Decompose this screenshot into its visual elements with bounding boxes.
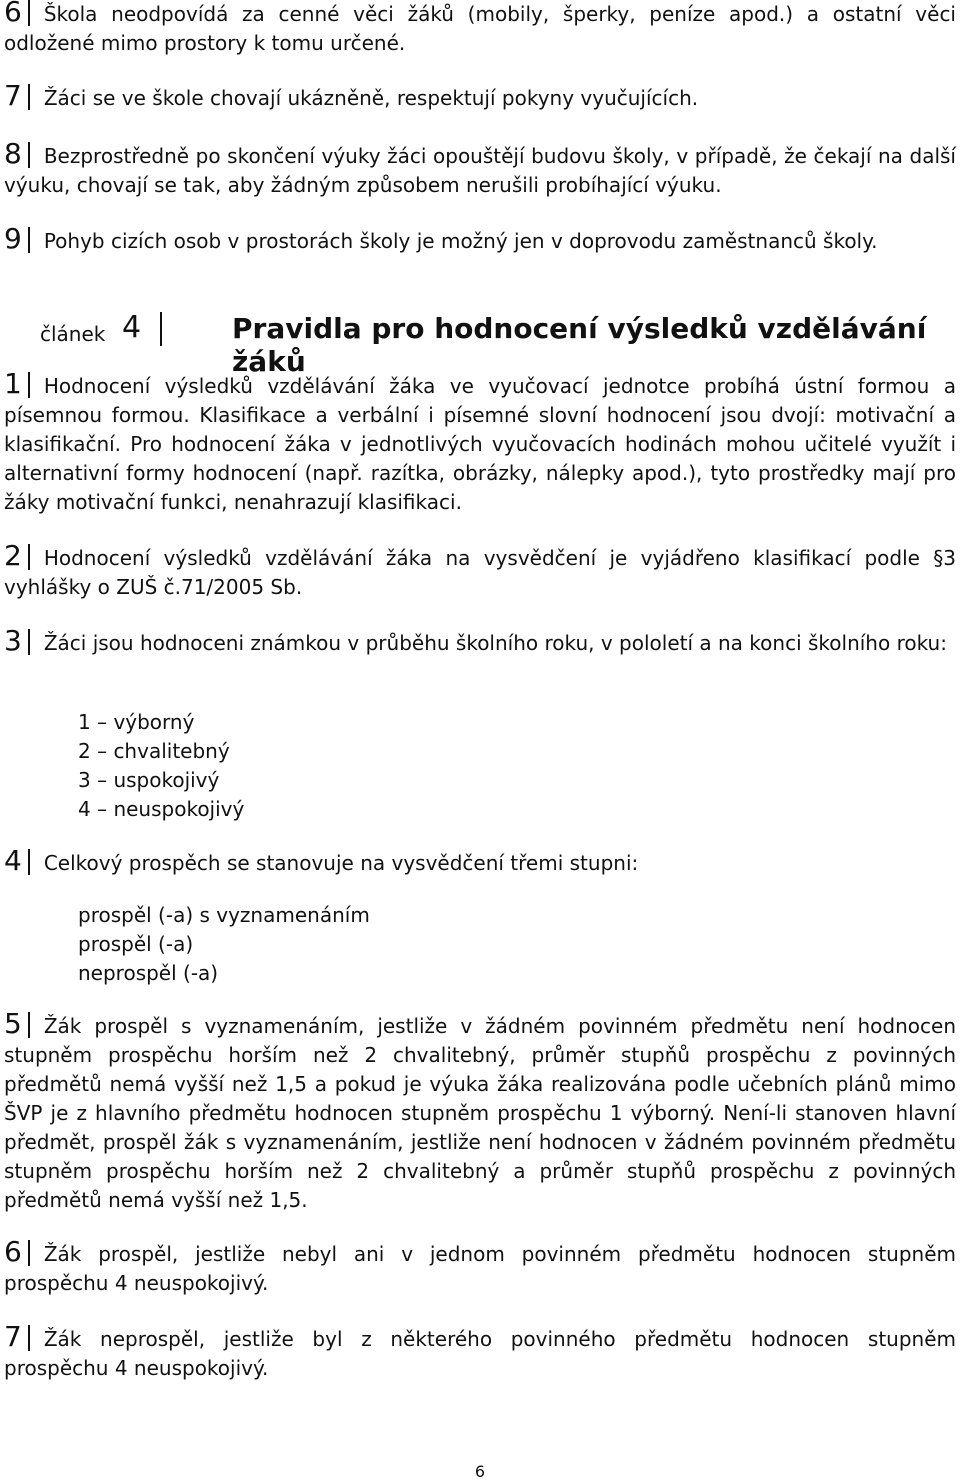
- paragraph-number: 2: [4, 539, 22, 572]
- list-item: 1 – výborný: [78, 710, 195, 734]
- list-item: prospěl (-a): [78, 932, 194, 956]
- paragraph-text: Hodnocení výsledků vzdělávání žáka ve vyučovací jednotce probíhá ústní formou a písemnou formou. Klasifikace a verbální i písemné slovní hodnocení jsou dvojí: motivační a klasifikační. Pro hodnocení žáka v jednotlivých vyučovacích hodinách mohou učitelé využít i alternativní formy hodnocení (např. razítka, obrázky, nálepky apod.), tyto prostředky mají pro žáky motivační funkci, nenahrazují klasifikaci.: [4, 374, 956, 514]
- paragraph-4: [4, 844, 956, 878]
- list-item: 2 – chvalitebný: [78, 739, 230, 763]
- paragraph-text: Pohyb cizích osob v prostorách školy je možný jen v doprovodu zaměstnanců školy.: [43, 229, 878, 253]
- number-separator: [28, 0, 30, 26]
- paragraph-9-top: [4, 222, 956, 256]
- paragraph-number: 6: [4, 1235, 22, 1268]
- paragraph-5: [4, 1007, 956, 1215]
- overall-results-list: [78, 901, 370, 988]
- page-number: 6: [474, 1462, 486, 1481]
- paragraph-number: 9: [4, 222, 22, 255]
- article-label: článek: [40, 322, 106, 346]
- paragraph-text: Bezprostředně po skončení výuky žáci opouštějí budovu školy, v případě, že čekají na další výuku, chovají se tak, aby žádným způsobem nerušili probíhající výuku.: [4, 144, 956, 197]
- number-separator: [28, 849, 30, 875]
- paragraph-number: 7: [4, 1320, 22, 1353]
- paragraph-text: Žák prospěl s vyznamenáním, jestliže v žádném povinném předmětu není hodnocen stupněm prospěchu horším než 2 chvalitebný, průměr stupňů prospěchu z povinných předmětů nemá vyšší než 1,5 a pokud je výuka žáka realizována podle učebních plánů mimo ŠVP je z hlavního předmětu hodnocen stupněm prospěchu 1 výborný. Není-li stanoven hlavní předmět, prospěl žák s vyznamenáním, jestliže není hodnocen v žádném povinném předmětu stupněm prospěchu horším než 2 chvalitebný a průměr stupňů prospěchu z povinných předmětů nemá vyšší než 1,5.: [4, 1014, 956, 1212]
- grades-list: [78, 708, 244, 824]
- paragraph-text: Žák prospěl, jestliže nebyl ani v jednom povinném předmětu hodnocen stupněm prospěchu 4 neuspokojivý.: [4, 1242, 956, 1295]
- number-separator: [28, 1325, 30, 1351]
- article-number: 4: [122, 310, 142, 345]
- list-item: 3 – uspokojivý: [78, 768, 220, 792]
- list-item: prospěl (-a) s vyznamenáním: [78, 903, 370, 927]
- paragraph-text: Žáci se ve škole chovají ukázněně, respektují pokyny vyučujících.: [43, 86, 699, 110]
- paragraph-text: Škola neodpovídá za cenné věci žáků (mobily, šperky, peníze apod.) a ostatní věci odložené mimo prostory k tomu určené.: [4, 2, 956, 55]
- number-separator: [28, 1012, 30, 1038]
- paragraph-text: Žáci jsou hodnoceni známkou v průběhu školního roku, v pololetí a na konci školního roku:: [43, 631, 947, 655]
- article-title: Pravidla pro hodnocení výsledků vzdělávání žáků: [232, 312, 927, 378]
- list-item: neprospěl (-a): [78, 961, 219, 985]
- article-heading: [40, 308, 940, 378]
- paragraph-number: 3: [4, 624, 22, 657]
- paragraph-6: [4, 1235, 956, 1298]
- paragraph-number: 8: [4, 137, 22, 170]
- paragraph-number: 5: [4, 1007, 22, 1040]
- list-item: 4 – neuspokojivý: [78, 797, 245, 821]
- number-separator: [28, 227, 30, 253]
- paragraph-text: Hodnocení výsledků vzdělávání žáka na vysvědčení je vyjádřeno klasifikací podle §3 vyhlášky o ZUŠ č.71/2005 Sb.: [4, 546, 956, 599]
- paragraph-7-top: [4, 79, 956, 113]
- paragraph-1: [4, 367, 956, 517]
- paragraph-2: [4, 539, 956, 602]
- number-separator: [28, 84, 30, 110]
- paragraph-8-top: [4, 137, 956, 200]
- number-separator: [28, 544, 30, 570]
- article-separator: [160, 312, 162, 346]
- paragraph-text: Žák neprospěl, jestliže byl z některého povinného předmětu hodnocen stupněm prospěchu 4 neuspokojivý.: [4, 1327, 956, 1380]
- paragraph-3: [4, 624, 956, 658]
- paragraph-number: 1: [4, 367, 22, 400]
- paragraph-text: Celkový prospěch se stanovuje na vysvědčení třemi stupni:: [43, 851, 639, 875]
- paragraph-6-top: [4, 0, 956, 58]
- paragraph-7: [4, 1320, 956, 1383]
- number-separator: [28, 1240, 30, 1266]
- number-separator: [28, 142, 30, 168]
- paragraph-number: 6: [4, 0, 22, 28]
- paragraph-number: 7: [4, 79, 22, 112]
- paragraph-number: 4: [4, 844, 22, 877]
- number-separator: [28, 372, 30, 398]
- number-separator: [28, 629, 30, 655]
